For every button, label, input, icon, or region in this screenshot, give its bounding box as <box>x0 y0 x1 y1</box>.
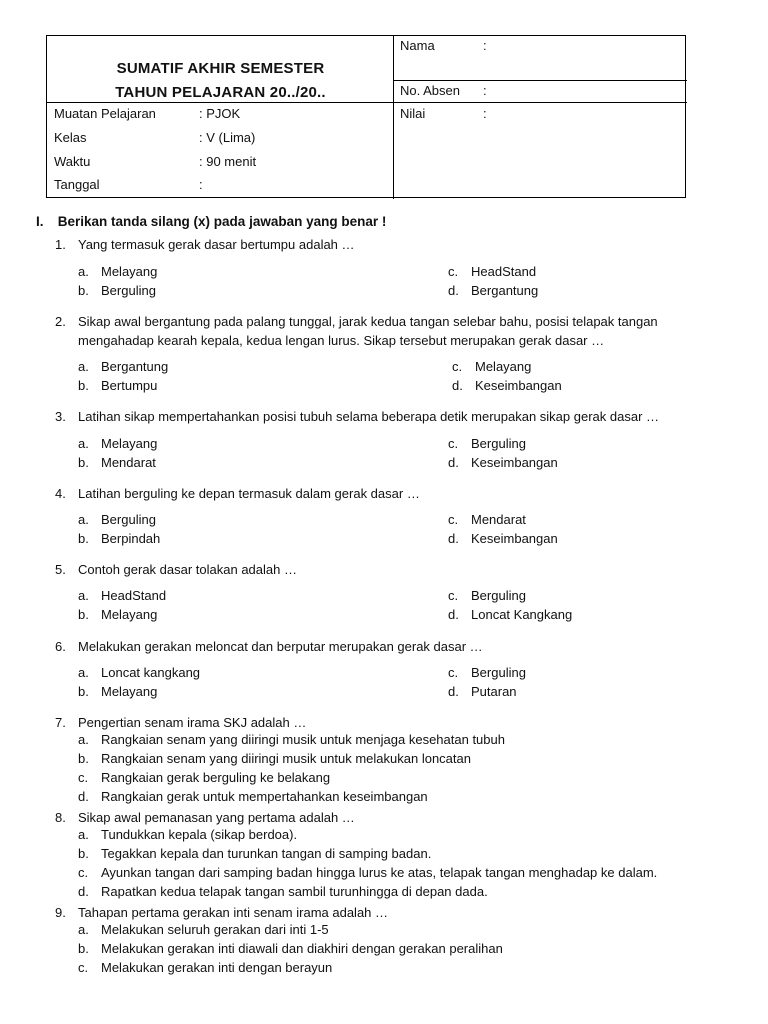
question-text: Yang termasuk gerak dasar bertumpu adalah … <box>78 237 355 252</box>
score-colon: : <box>483 106 487 121</box>
q1-option-c[interactable] <box>448 264 536 279</box>
option-text: Tundukkan kepala (sikap berdoa). <box>101 827 298 842</box>
option-letter: a. <box>78 732 89 747</box>
q7-option-b[interactable] <box>78 751 471 766</box>
option-letter: a. <box>78 922 89 937</box>
option-text: Mendarat <box>101 455 156 470</box>
q9-option-a[interactable] <box>78 922 329 937</box>
option-text: Ayunkan tangan dari samping badan hingga lurus ke atas, telapak tangan menghadap ke dalam. <box>101 865 658 880</box>
option-text: Berguling <box>101 283 156 298</box>
section-number: I. <box>36 214 44 229</box>
q2-option-d[interactable] <box>452 378 562 393</box>
option-letter: d. <box>448 684 459 699</box>
name-label: Nama <box>400 38 435 53</box>
option-text: Loncat kangkang <box>101 665 201 680</box>
option-letter: c. <box>448 665 459 680</box>
option-letter: c. <box>448 588 459 603</box>
option-text: Rangkaian gerak berguling ke belakang <box>101 770 331 785</box>
info-label: Muatan Pelajaran <box>54 106 156 121</box>
option-letter: b. <box>78 941 89 956</box>
option-text: Berguling <box>471 588 526 603</box>
option-text: Melakukan gerakan inti dengan berayun <box>101 960 333 975</box>
attendance-number-field[interactable] <box>394 81 687 103</box>
option-letter: d. <box>78 884 89 899</box>
option-letter: d. <box>448 607 459 622</box>
question-number: 4. <box>55 486 66 501</box>
question-text: Contoh gerak dasar tolakan adalah … <box>78 562 297 577</box>
q3-option-a[interactable] <box>78 436 157 451</box>
option-letter: c. <box>78 770 89 785</box>
option-text: Rangkaian gerak untuk mempertahankan keseimbangan <box>101 789 428 804</box>
attendance-number-colon: : <box>483 83 487 98</box>
option-text: Rangkaian senam yang diiringi musik untuk melakukan loncatan <box>101 751 471 766</box>
info-value: : 90 menit <box>199 154 257 169</box>
info-label: Waktu <box>54 154 91 169</box>
option-letter: b. <box>78 283 89 298</box>
option-letter: b. <box>78 684 89 699</box>
q1-option-b[interactable] <box>78 283 156 298</box>
q5-option-d[interactable] <box>448 607 572 622</box>
question-number: 8. <box>55 810 66 825</box>
q6-option-c[interactable] <box>448 665 526 680</box>
question-text: Latihan sikap mempertahankan posisi tubuh selama beberapa detik merupakan sikap gerak dasar … <box>78 409 660 424</box>
q4-option-d[interactable] <box>448 531 558 546</box>
q4-option-a[interactable] <box>78 512 156 527</box>
q7-option-d[interactable] <box>78 789 428 804</box>
option-text: HeadStand <box>101 588 167 603</box>
info-value: : <box>199 177 203 192</box>
info-value: : PJOK <box>199 106 241 121</box>
option-text: Keseimbangan <box>471 531 558 546</box>
question-text: Latihan berguling ke depan termasuk dalam gerak dasar … <box>78 486 420 501</box>
score-label: Nilai <box>400 106 426 121</box>
q1-option-a[interactable] <box>78 264 157 279</box>
q5-option-b[interactable] <box>78 607 157 622</box>
option-letter: b. <box>78 751 89 766</box>
option-letter: d. <box>452 378 463 393</box>
option-letter: b. <box>78 846 89 861</box>
option-text: Bergantung <box>101 359 169 374</box>
option-letter: b. <box>78 378 89 393</box>
exam-header-table <box>46 35 686 198</box>
q8-option-a[interactable] <box>78 827 297 842</box>
option-text: Melayang <box>101 436 158 451</box>
option-letter: a. <box>78 588 89 603</box>
question-number: 6. <box>55 639 66 654</box>
option-text: Keseimbangan <box>471 455 558 470</box>
q2-option-b[interactable] <box>78 378 157 393</box>
title-cell <box>47 36 394 103</box>
info-value: : V (Lima) <box>199 130 256 145</box>
exam-title: SUMATIF AKHIR SEMESTER <box>116 60 325 77</box>
name-colon: : <box>483 38 487 53</box>
q5-option-c[interactable] <box>448 588 526 603</box>
exam-info-cell <box>47 103 394 199</box>
q6-option-a[interactable] <box>78 665 200 680</box>
option-letter: d. <box>448 455 459 470</box>
option-letter: a. <box>78 359 89 374</box>
q3-option-c[interactable] <box>448 436 526 451</box>
question-text-line1: Sikap awal bergantung pada palang tunggal, jarak kedua tangan selebar bahu, posisi telapak tangan <box>78 314 658 329</box>
option-text: Putaran <box>471 684 517 699</box>
question-text: Sikap awal pemanasan yang pertama adalah … <box>78 810 355 825</box>
option-text: Melayang <box>101 607 158 622</box>
option-text: Berguling <box>471 436 526 451</box>
q3-option-b[interactable] <box>78 455 156 470</box>
option-text: Berguling <box>471 665 526 680</box>
name-field[interactable] <box>394 36 687 81</box>
q4-option-c[interactable] <box>448 512 526 527</box>
question-text: Melakukan gerakan meloncat dan berputar merupakan gerak dasar … <box>78 639 483 654</box>
q5-option-a[interactable] <box>78 588 166 603</box>
q1-option-d[interactable] <box>448 283 538 298</box>
option-letter: d. <box>448 531 459 546</box>
question-text: Tahapan pertama gerakan inti senam irama adalah … <box>78 905 389 920</box>
option-text: Keseimbangan <box>475 378 562 393</box>
option-text: Melakukan seluruh gerakan dari inti 1-5 <box>101 922 329 937</box>
option-text: Loncat Kangkang <box>471 607 573 622</box>
option-text: Rangkaian senam yang diiringi musik untuk menjaga kesehatan tubuh <box>101 732 505 747</box>
option-text: Mendarat <box>471 512 526 527</box>
option-letter: c. <box>448 512 459 527</box>
q6-option-d[interactable] <box>448 684 517 699</box>
option-text: Melayang <box>101 264 158 279</box>
question-text: Pengertian senam irama SKJ adalah … <box>78 715 307 730</box>
question-text-line2: mengahadap kearah kepala, kedua lengan lurus. Sikap tersebut merupakan gerak dasar … <box>78 333 605 348</box>
question-number: 7. <box>55 715 66 730</box>
option-letter: d. <box>448 283 459 298</box>
option-text: Berpindah <box>101 531 161 546</box>
option-letter: b. <box>78 531 89 546</box>
q6-option-b[interactable] <box>78 684 157 699</box>
q7-option-c[interactable] <box>78 770 330 785</box>
q7-option-a[interactable] <box>78 732 505 747</box>
question-number: 1. <box>55 237 66 252</box>
option-text: Tegakkan kepala dan turunkan tangan di samping badan. <box>101 846 432 861</box>
q8-option-b[interactable] <box>78 846 431 861</box>
question-number: 9. <box>55 905 66 920</box>
section-instruction-text: Berikan tanda silang (x) pada jawaban yang benar ! <box>57 214 387 229</box>
q4-option-b[interactable] <box>78 531 160 546</box>
option-text: Bertumpu <box>101 378 158 393</box>
option-letter: b. <box>78 607 89 622</box>
q3-option-d[interactable] <box>448 455 558 470</box>
option-letter: c. <box>452 359 463 374</box>
option-text: Melayang <box>101 684 158 699</box>
q9-option-c[interactable] <box>78 960 332 975</box>
attendance-number-label: No. Absen <box>400 83 460 98</box>
q2-option-c[interactable] <box>452 359 531 374</box>
academic-year: TAHUN PELAJARAN 20../20.. <box>115 84 326 101</box>
option-letter: d. <box>78 789 89 804</box>
option-letter: c. <box>448 436 459 451</box>
q9-option-b[interactable] <box>78 941 503 956</box>
option-text: Rapatkan kedua telapak tangan sambil turunhingga di depan dada. <box>101 884 488 899</box>
option-letter: c. <box>448 264 459 279</box>
option-text: Melayang <box>475 359 532 374</box>
option-letter: c. <box>78 865 89 880</box>
question-number: 3. <box>55 409 66 424</box>
q8-option-d[interactable] <box>78 884 488 899</box>
option-letter: c. <box>78 960 89 975</box>
option-letter: a. <box>78 665 89 680</box>
option-text: HeadStand <box>471 264 537 279</box>
option-letter: a. <box>78 827 89 842</box>
score-field[interactable] <box>394 103 687 199</box>
option-letter: a. <box>78 264 89 279</box>
option-letter: b. <box>78 455 89 470</box>
option-text: Berguling <box>101 512 156 527</box>
question-number: 2. <box>55 314 66 329</box>
option-text: Bergantung <box>471 283 539 298</box>
info-label: Tanggal <box>54 177 100 192</box>
section-instruction <box>36 214 386 229</box>
option-text: Melakukan gerakan inti diawali dan diakhiri dengan gerakan peralihan <box>101 941 503 956</box>
q2-option-a[interactable] <box>78 359 168 374</box>
q8-option-c[interactable] <box>78 865 657 880</box>
info-label: Kelas <box>54 130 87 145</box>
option-letter: a. <box>78 512 89 527</box>
question-number: 5. <box>55 562 66 577</box>
option-letter: a. <box>78 436 89 451</box>
